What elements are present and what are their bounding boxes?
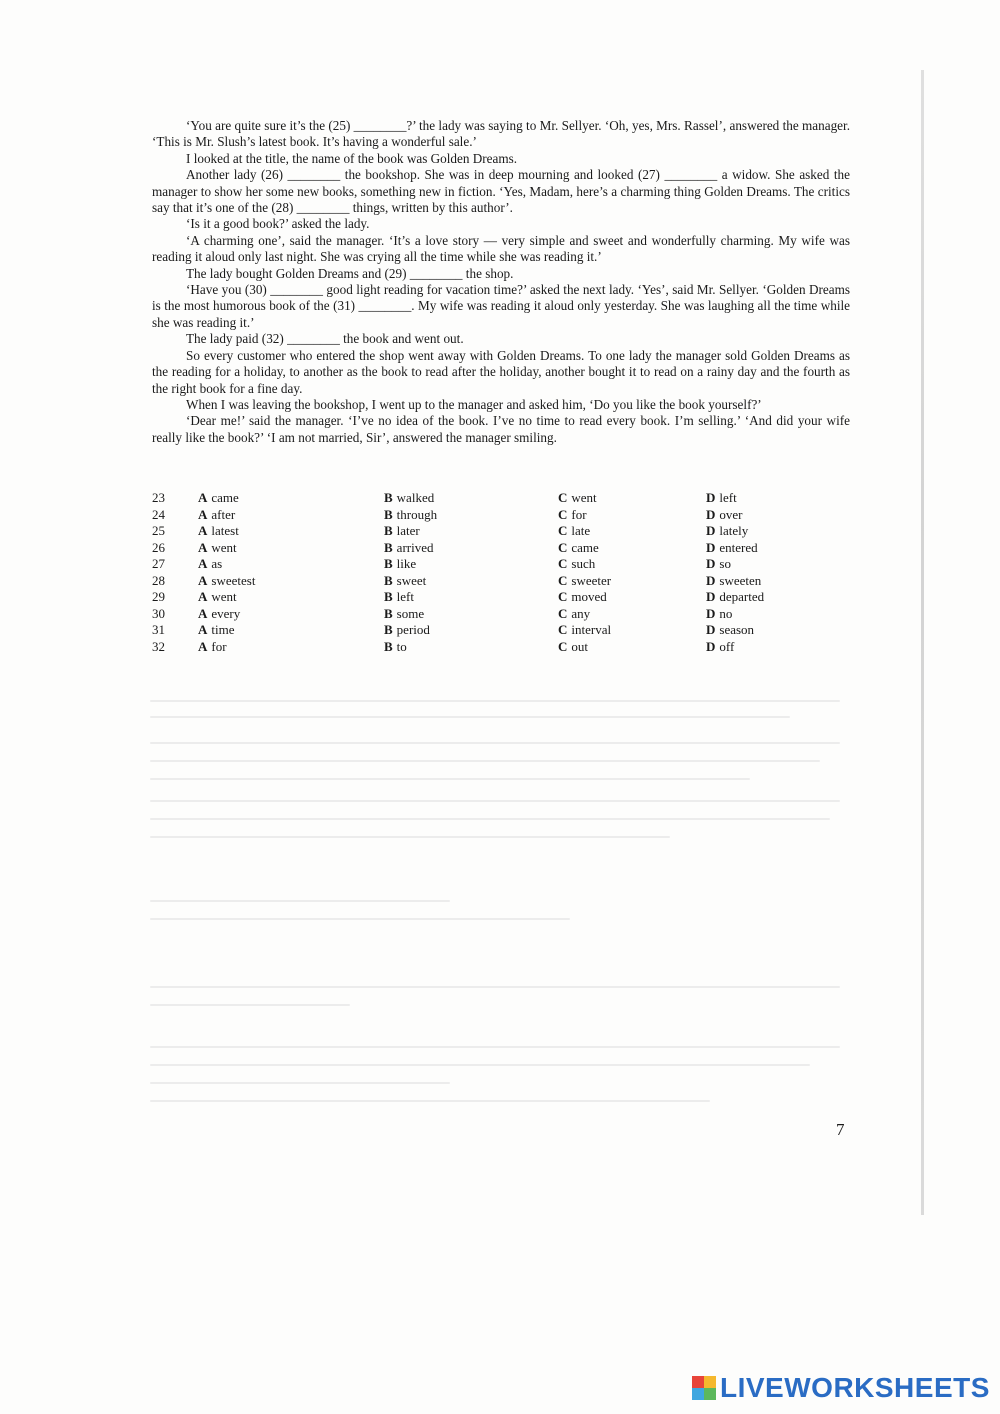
question-number: 26 — [152, 539, 165, 555]
option-word: some — [396, 605, 425, 621]
option-letter: C — [558, 490, 568, 505]
question-number: 24 — [152, 506, 165, 522]
option-letter: A — [198, 589, 208, 604]
option-letter: D — [706, 638, 716, 654]
option-c — [558, 573, 706, 590]
option-letter: C — [558, 539, 568, 555]
option-c — [558, 540, 706, 557]
option-letter: A — [198, 622, 208, 637]
option-d — [706, 639, 792, 656]
option-letter: B — [384, 605, 393, 621]
passage-paragraph: When I was leaving the bookshop, I went up to the manager and asked him, ‘Do you like the book yourself?’ — [186, 396, 762, 412]
option-word: no — [719, 605, 733, 621]
passage-paragraph: ‘Is it a good book?’ asked the lady. — [186, 216, 370, 232]
question-number: 32 — [152, 638, 165, 654]
option-a — [198, 556, 384, 573]
option-word: for — [211, 638, 227, 654]
option-word: after — [211, 506, 236, 522]
option-c — [558, 589, 706, 606]
option-c — [558, 507, 706, 524]
option-word: went — [211, 589, 237, 604]
option-d — [706, 573, 792, 590]
option-b — [384, 556, 558, 573]
option-word: latest — [211, 523, 239, 538]
option-d — [706, 507, 792, 524]
option-word: season — [719, 622, 755, 637]
option-word: went — [211, 539, 237, 555]
option-letter: D — [706, 605, 716, 621]
question-number: 29 — [152, 589, 165, 604]
option-letter: A — [198, 638, 208, 654]
option-word: left — [719, 490, 737, 505]
passage-paragraph: ‘Have you (30) ________ good light reading for vacation time?’ asked the next lady. ‘Yes’, said Mr. Sellyer. ‘Golden Dreams is the most humorous book of the (31) ________. My wife was reading it aloud only yesterday. She was laughing all the time while she was reading it.’ — [152, 282, 850, 330]
option-word: for — [571, 506, 587, 522]
option-letter: C — [558, 622, 568, 637]
option-b — [384, 573, 558, 590]
option-word: out — [571, 638, 589, 654]
option-row — [152, 540, 792, 557]
option-row — [152, 507, 792, 524]
passage-paragraph: Another lady (26) ________ the bookshop. She was in deep mourning and looked (27) ________ a widow. She asked the manager to show her some new books, something new in fiction. ‘Yes, Madam, here’s a charming thing Golden Dreams. The critics say that it’s one of the (28) ________ things, written by this author’. — [152, 167, 850, 216]
option-letter: D — [706, 622, 716, 637]
question-number: 30 — [152, 605, 165, 621]
option-letter: D — [706, 490, 716, 505]
option-letter: A — [198, 490, 208, 505]
option-word: to — [396, 638, 407, 654]
option-b — [384, 589, 558, 606]
question-number: 27 — [152, 556, 165, 571]
option-letter: A — [198, 556, 208, 571]
question-number: 28 — [152, 572, 165, 588]
option-c — [558, 556, 706, 573]
passage-paragraph: The lady bought Golden Dreams and (29) ________ the shop. — [186, 265, 514, 281]
passage-paragraph: I looked at the title, the name of the book was Golden Dreams. — [186, 150, 518, 166]
scan-edge-shadow — [921, 70, 924, 1215]
option-word: moved — [571, 589, 607, 604]
option-letter: B — [384, 506, 393, 522]
option-letter: C — [558, 523, 568, 538]
option-a — [198, 606, 384, 623]
option-word: every — [211, 605, 241, 621]
option-word: sweetest — [211, 572, 256, 588]
option-word: interval — [571, 622, 612, 637]
option-letter: B — [384, 556, 393, 571]
passage-paragraph: ‘Dear me!’ said the manager. ‘I’ve no idea of the book. I’ve no time to read every book. I’m selling.’ ‘And did your wife really like the book?’ ‘I am not married, Sir’, answered the manager smiling. — [152, 413, 850, 445]
question-number: 31 — [152, 622, 165, 637]
option-b — [384, 540, 558, 557]
answer-options-table — [152, 490, 792, 655]
passage-paragraph: ‘You are quite sure it’s the (25) ________?’ the lady was saying to Mr. Sellyer. ‘Oh, yes, Mrs. Rassel’, answered the manager. ‘This is Mr. Slush’s latest book. It’s having a wonderful sale.’ — [152, 118, 850, 150]
option-word: late — [571, 523, 591, 538]
option-letter: B — [384, 638, 393, 654]
option-b — [384, 606, 558, 623]
option-word: sweeter — [571, 572, 612, 588]
option-d — [706, 556, 792, 573]
option-c — [558, 490, 706, 507]
option-letter: C — [558, 605, 568, 621]
option-letter: B — [384, 490, 393, 505]
option-d — [706, 540, 792, 557]
option-word: entered — [719, 539, 758, 555]
option-row — [152, 556, 792, 573]
option-word: through — [396, 506, 438, 522]
option-word: lately — [719, 523, 749, 538]
option-letter: B — [384, 523, 393, 538]
option-letter: B — [384, 539, 393, 555]
option-a — [198, 622, 384, 639]
option-letter: A — [198, 539, 208, 555]
option-row — [152, 573, 792, 590]
option-a — [198, 639, 384, 656]
option-b — [384, 639, 558, 656]
passage-paragraph: So every customer who entered the shop went away with Golden Dreams. To one lady the manager sold Golden Dreams as the reading for a holiday, to another as the book to read after the holiday, another bought it to read on a rainy day and the fourth as the right book for a fine day. — [152, 347, 850, 396]
option-word: came — [211, 490, 239, 505]
option-word: came — [571, 539, 599, 555]
option-a — [198, 540, 384, 557]
option-letter: A — [198, 572, 208, 588]
reading-passage — [152, 118, 850, 446]
liveworksheets-logo-icon — [692, 1376, 716, 1400]
option-d — [706, 523, 792, 540]
passage-paragraph: ‘A charming one’, said the manager. ‘It’s a love story — very simple and sweet and wonderfully charming. My wife was reading it aloud only last night. She was crying all the time while she was reading it.’ — [152, 232, 850, 265]
option-row — [152, 639, 792, 656]
option-b — [384, 507, 558, 524]
option-d — [706, 622, 792, 639]
option-c — [558, 606, 706, 623]
option-word: any — [571, 605, 591, 621]
option-row — [152, 606, 792, 623]
option-letter: C — [558, 572, 568, 588]
option-letter: C — [558, 506, 568, 522]
option-d — [706, 589, 792, 606]
option-row — [152, 523, 792, 540]
option-a — [198, 589, 384, 606]
option-letter: B — [384, 589, 393, 604]
option-a — [198, 490, 384, 507]
option-word: over — [719, 506, 743, 522]
option-letter: B — [384, 622, 393, 637]
option-word: left — [396, 589, 414, 604]
passage-paragraph: The lady paid (32) ________ the book and went out. — [186, 331, 464, 347]
option-letter: A — [198, 523, 208, 538]
option-letter: D — [706, 539, 716, 555]
option-word: sweeten — [719, 572, 762, 588]
option-word: sweet — [396, 572, 427, 588]
option-word: off — [719, 638, 735, 654]
option-b — [384, 490, 558, 507]
option-word: so — [719, 556, 731, 571]
option-letter: D — [706, 589, 716, 604]
option-letter: D — [706, 556, 716, 571]
option-word: arrived — [396, 539, 434, 555]
option-row — [152, 490, 792, 507]
option-c — [558, 523, 706, 540]
option-word: as — [211, 556, 223, 571]
option-letter: C — [558, 589, 568, 604]
option-word: went — [571, 490, 597, 505]
option-word: walked — [396, 490, 435, 505]
option-d — [706, 490, 792, 507]
option-c — [558, 639, 706, 656]
option-word: period — [396, 622, 430, 637]
option-c — [558, 622, 706, 639]
liveworksheets-brand — [692, 1372, 990, 1404]
brand-name: LIVEWORKSHEETS — [720, 1372, 990, 1403]
option-row — [152, 622, 792, 639]
option-letter: A — [198, 605, 208, 621]
option-letter: D — [706, 506, 716, 522]
option-letter: A — [198, 506, 208, 522]
option-row — [152, 589, 792, 606]
option-word: such — [571, 556, 596, 571]
question-number: 25 — [152, 523, 165, 538]
option-d — [706, 606, 792, 623]
option-letter: C — [558, 638, 568, 654]
option-a — [198, 523, 384, 540]
option-letter: D — [706, 572, 716, 588]
option-word: departed — [719, 589, 765, 604]
option-letter: C — [558, 556, 568, 571]
option-a — [198, 507, 384, 524]
option-letter: B — [384, 572, 393, 588]
option-b — [384, 523, 558, 540]
option-a — [198, 573, 384, 590]
option-b — [384, 622, 558, 639]
question-number: 23 — [152, 490, 165, 505]
option-word: later — [396, 523, 420, 538]
option-letter: D — [706, 523, 716, 538]
option-word: time — [211, 622, 235, 637]
option-word: like — [396, 556, 417, 571]
page-number: 7 — [836, 1120, 845, 1139]
